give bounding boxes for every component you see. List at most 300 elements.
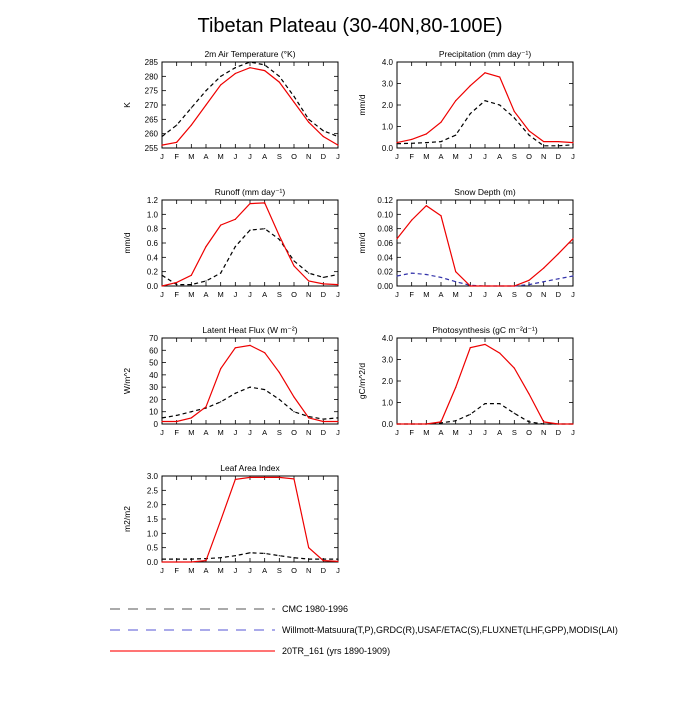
data-point: [220, 557, 221, 558]
panel-7: [122, 463, 340, 575]
data-point: [220, 401, 221, 402]
data-point: [220, 368, 221, 369]
x-tick-label: J: [160, 428, 164, 437]
panel-title: Latent Heat Flux (W m⁻²): [202, 325, 298, 335]
x-tick-label: M: [188, 290, 195, 299]
data-point: [323, 277, 324, 278]
data-point: [308, 417, 309, 418]
y-tick-label: 270: [144, 101, 158, 110]
panel-title: Runoff (mm day⁻¹): [214, 187, 286, 197]
data-point: [308, 119, 309, 120]
x-tick-label: M: [423, 152, 430, 161]
data-point: [440, 277, 441, 278]
data-point: [440, 141, 441, 142]
x-tick-label: M: [217, 428, 224, 437]
data-point: [249, 61, 250, 62]
data-point: [337, 136, 338, 137]
x-tick-label: A: [262, 152, 268, 161]
y-tick-label: 0.10: [377, 210, 393, 220]
data-point: [161, 275, 162, 276]
data-point: [279, 239, 280, 240]
x-tick-label: D: [555, 152, 562, 161]
data-point: [499, 285, 500, 286]
y-tick-label: 1.0: [381, 398, 393, 408]
data-point: [572, 423, 573, 424]
data-point: [558, 423, 559, 424]
y-tick-label: 2.0: [146, 500, 158, 510]
x-tick-label: O: [526, 428, 532, 437]
data-point: [235, 246, 236, 247]
x-tick-label: N: [305, 290, 312, 299]
panel-title: Snow Depth (m): [454, 187, 516, 197]
data-point: [264, 202, 265, 203]
data-point: [293, 478, 294, 479]
data-point: [528, 135, 529, 136]
y-tick-label: 2.0: [381, 101, 393, 110]
data-point: [499, 403, 500, 404]
x-tick-label: J: [160, 566, 164, 575]
data-point: [205, 90, 206, 91]
data-point: [337, 274, 338, 275]
data-point: [426, 423, 427, 424]
x-tick-label: F: [174, 290, 179, 299]
series-line-observed: [162, 387, 338, 419]
data-point: [249, 203, 250, 204]
x-tick-label: D: [555, 428, 562, 437]
x-tick-label: J: [233, 566, 238, 575]
x-tick-label: J: [395, 152, 399, 161]
data-point: [558, 253, 559, 254]
data-point: [337, 417, 338, 418]
data-point: [558, 278, 559, 279]
data-point: [337, 559, 338, 560]
data-point: [572, 144, 573, 145]
data-point: [264, 389, 265, 390]
x-tick-label: N: [305, 566, 312, 575]
data-point: [235, 347, 236, 348]
data-point: [249, 477, 250, 478]
data-point: [176, 559, 177, 560]
x-tick-label: M: [188, 152, 195, 161]
data-point: [205, 246, 206, 247]
x-tick-label: S: [276, 566, 282, 575]
y-tick-label: 0.06: [377, 239, 393, 248]
data-point: [484, 285, 485, 286]
x-tick-label: O: [291, 152, 297, 161]
data-point: [176, 421, 177, 422]
data-point: [191, 275, 192, 276]
data-point: [323, 136, 324, 137]
x-tick-label: J: [571, 290, 575, 299]
data-point: [161, 145, 162, 146]
data-point: [279, 477, 280, 478]
y-tick-label: 1.5: [146, 515, 158, 524]
data-point: [426, 274, 427, 275]
data-point: [514, 285, 515, 286]
data-point: [528, 130, 529, 131]
data-point: [499, 352, 500, 353]
data-point: [264, 553, 265, 554]
data-point: [455, 100, 456, 101]
x-tick-label: J: [336, 428, 340, 437]
data-point: [396, 142, 397, 143]
data-point: [279, 555, 280, 556]
data-point: [572, 238, 573, 239]
data-point: [191, 284, 192, 285]
y-tick-label: 1.0: [381, 122, 393, 132]
data-point: [279, 399, 280, 400]
data-point: [293, 557, 294, 558]
x-tick-label: J: [160, 152, 164, 161]
data-point: [543, 281, 544, 282]
x-tick-label: A: [203, 290, 209, 299]
data-point: [235, 73, 236, 74]
data-point: [235, 393, 236, 394]
plot-frame: [397, 338, 573, 424]
y-axis-label: mm/d: [357, 232, 367, 254]
data-point: [396, 423, 397, 424]
y-tick-label: 4.0: [381, 58, 393, 67]
data-point: [205, 104, 206, 105]
data-point: [161, 285, 162, 286]
data-point: [337, 561, 338, 562]
y-axis-label: gC/m^2/d: [357, 362, 367, 400]
x-tick-label: N: [540, 290, 547, 299]
x-tick-label: F: [409, 152, 414, 161]
series-line-observed: [397, 101, 573, 146]
x-tick-label: S: [511, 152, 517, 161]
data-point: [411, 423, 412, 424]
data-point: [455, 420, 456, 421]
data-point: [176, 142, 177, 143]
y-tick-label: 0.00: [377, 282, 393, 291]
x-tick-label: F: [409, 290, 414, 299]
panel-title: Photosynthesis (gC m⁻²d⁻¹): [432, 325, 538, 335]
data-point: [337, 284, 338, 285]
data-point: [484, 72, 485, 73]
y-tick-label: 0.0: [146, 282, 158, 291]
data-point: [543, 145, 544, 146]
data-point: [161, 561, 162, 562]
data-point: [264, 228, 265, 229]
data-point: [411, 219, 412, 220]
series-line-model: [397, 73, 573, 143]
y-tick-label: 0.08: [377, 224, 393, 234]
panel-title: 2m Air Temperature (°K): [204, 49, 296, 59]
data-point: [470, 414, 471, 415]
data-point: [191, 559, 192, 560]
data-point: [455, 135, 456, 136]
data-point: [337, 421, 338, 422]
x-tick-label: M: [217, 152, 224, 161]
data-point: [220, 224, 221, 225]
y-tick-label: 60: [149, 346, 158, 356]
data-point: [205, 560, 206, 561]
data-point: [514, 368, 515, 369]
x-tick-label: A: [497, 152, 503, 161]
data-point: [279, 372, 280, 373]
data-point: [572, 142, 573, 143]
x-tick-label: S: [511, 428, 517, 437]
data-point: [455, 387, 456, 388]
panel-3: [122, 187, 340, 299]
data-point: [220, 520, 221, 521]
x-tick-label: A: [262, 566, 268, 575]
data-point: [528, 284, 529, 285]
data-point: [249, 552, 250, 553]
panel-5: [122, 325, 340, 437]
x-tick-label: J: [336, 290, 340, 299]
data-point: [191, 107, 192, 108]
data-point: [176, 282, 177, 283]
plot-frame: [397, 200, 573, 286]
data-point: [455, 281, 456, 282]
y-tick-label: 0.4: [146, 253, 158, 263]
data-point: [279, 76, 280, 77]
x-tick-label: A: [497, 428, 503, 437]
series-line-model: [397, 344, 573, 424]
data-point: [235, 555, 236, 556]
x-tick-label: A: [262, 428, 268, 437]
x-tick-label: S: [276, 152, 282, 161]
data-point: [293, 96, 294, 97]
x-tick-label: A: [497, 290, 503, 299]
x-tick-label: J: [395, 428, 399, 437]
x-tick-label: J: [468, 428, 473, 437]
data-point: [176, 284, 177, 285]
data-point: [176, 561, 177, 562]
y-tick-label: 0.0: [381, 144, 393, 153]
data-point: [235, 219, 236, 220]
data-point: [220, 76, 221, 77]
data-point: [293, 265, 294, 266]
data-point: [499, 76, 500, 77]
y-axis-label: K: [122, 102, 132, 108]
data-point: [293, 396, 294, 397]
data-point: [161, 136, 162, 137]
y-tick-label: 0.2: [146, 267, 158, 277]
x-tick-label: J: [248, 290, 252, 299]
x-tick-label: O: [291, 566, 297, 575]
x-tick-label: N: [540, 152, 547, 161]
x-tick-label: N: [540, 428, 547, 437]
y-tick-label: 0.0: [146, 558, 158, 567]
x-tick-label: A: [438, 152, 444, 161]
y-tick-label: 4.0: [381, 334, 393, 343]
page-title: Tibetan Plateau (30-40N,80-100E): [197, 15, 503, 37]
data-point: [264, 70, 265, 71]
x-tick-label: D: [320, 566, 327, 575]
plot-frame: [162, 338, 338, 424]
data-point: [528, 421, 529, 422]
y-tick-label: 1.0: [146, 210, 158, 220]
data-point: [411, 143, 412, 144]
y-axis-label: mm/d: [122, 232, 132, 254]
data-point: [308, 280, 309, 281]
x-tick-label: J: [571, 152, 575, 161]
panel-6: [357, 325, 575, 437]
y-tick-label: 1.2: [146, 196, 158, 205]
y-tick-label: 3.0: [381, 79, 393, 89]
data-point: [205, 280, 206, 281]
x-tick-label: M: [452, 428, 459, 437]
x-tick-label: J: [233, 290, 238, 299]
x-tick-label: O: [291, 290, 297, 299]
panel-2: [357, 49, 575, 161]
data-point: [249, 387, 250, 388]
y-tick-label: 30: [149, 383, 158, 393]
data-point: [191, 124, 192, 125]
data-point: [308, 122, 309, 123]
data-point: [426, 133, 427, 134]
data-point: [323, 421, 324, 422]
x-tick-label: O: [526, 290, 532, 299]
y-tick-label: 40: [149, 370, 158, 380]
x-tick-label: S: [511, 290, 517, 299]
y-tick-label: 265: [144, 115, 158, 125]
data-point: [279, 235, 280, 236]
x-tick-label: M: [423, 290, 430, 299]
data-point: [572, 275, 573, 276]
series-line-model: [162, 68, 338, 145]
x-tick-label: N: [305, 428, 312, 437]
legend-label-2: Willmott-Matsuura(T,P),GRDC(R),USAF/ETAC(S),FLUXNET(LHF,GPP),MODIS(LAI): [282, 625, 618, 635]
y-tick-label: 50: [149, 358, 158, 368]
data-point: [293, 411, 294, 412]
data-point: [528, 280, 529, 281]
y-tick-label: 3.0: [146, 472, 158, 481]
data-point: [293, 260, 294, 261]
x-tick-label: M: [452, 290, 459, 299]
x-tick-label: A: [438, 428, 444, 437]
data-point: [323, 418, 324, 419]
data-point: [455, 271, 456, 272]
y-tick-label: 285: [144, 58, 158, 67]
y-tick-label: 0.02: [377, 267, 393, 277]
data-point: [264, 477, 265, 478]
x-tick-label: S: [276, 290, 282, 299]
y-tick-label: 2.5: [146, 486, 158, 496]
data-point: [440, 122, 441, 123]
x-tick-label: J: [483, 428, 487, 437]
y-tick-label: 0.12: [377, 196, 393, 205]
y-axis-label: m2/m2: [122, 506, 132, 532]
data-point: [264, 64, 265, 65]
y-tick-label: 20: [149, 395, 158, 405]
y-tick-label: 0: [153, 420, 158, 429]
data-point: [235, 479, 236, 480]
series-line-model: [397, 206, 573, 286]
x-tick-label: J: [233, 152, 238, 161]
data-point: [470, 85, 471, 86]
data-point: [205, 406, 206, 407]
panel-title: Precipitation (mm day⁻¹): [438, 49, 532, 59]
legend: [110, 604, 618, 656]
plot-frame: [162, 200, 338, 286]
data-point: [249, 345, 250, 346]
x-tick-label: J: [248, 152, 252, 161]
data-point: [411, 139, 412, 140]
y-tick-label: 255: [144, 144, 158, 153]
data-point: [558, 141, 559, 142]
y-tick-label: 70: [149, 334, 158, 343]
x-tick-label: D: [320, 428, 327, 437]
data-point: [396, 275, 397, 276]
data-point: [440, 215, 441, 216]
plot-frame: [162, 62, 338, 148]
x-tick-label: O: [291, 428, 297, 437]
data-point: [323, 560, 324, 561]
data-point: [161, 417, 162, 418]
y-tick-label: 1.0: [146, 529, 158, 539]
y-tick-label: 0.5: [146, 543, 158, 553]
x-tick-label: J: [483, 290, 487, 299]
y-tick-label: 3.0: [381, 355, 393, 365]
data-point: [440, 421, 441, 422]
data-point: [558, 145, 559, 146]
data-point: [543, 141, 544, 142]
x-tick-label: J: [483, 152, 487, 161]
data-point: [484, 344, 485, 345]
x-tick-label: J: [571, 428, 575, 437]
y-tick-label: 280: [144, 72, 158, 82]
x-tick-label: M: [452, 152, 459, 161]
data-point: [426, 142, 427, 143]
data-point: [249, 230, 250, 231]
data-point: [191, 417, 192, 418]
x-tick-label: J: [395, 290, 399, 299]
data-point: [426, 205, 427, 206]
x-tick-label: J: [336, 152, 340, 161]
x-tick-label: S: [276, 428, 282, 437]
data-point: [264, 352, 265, 353]
data-point: [176, 415, 177, 416]
x-tick-label: F: [174, 428, 179, 437]
series-line-model: [162, 345, 338, 421]
y-tick-label: 10: [149, 407, 158, 417]
data-point: [543, 421, 544, 422]
x-tick-label: M: [188, 566, 195, 575]
y-tick-label: 0.04: [377, 253, 393, 263]
x-tick-label: D: [555, 290, 562, 299]
data-point: [161, 559, 162, 560]
plot-frame: [162, 476, 338, 562]
data-point: [514, 413, 515, 414]
x-tick-label: J: [160, 290, 164, 299]
x-tick-label: A: [203, 152, 209, 161]
data-point: [337, 145, 338, 146]
x-tick-label: N: [305, 152, 312, 161]
data-point: [220, 84, 221, 85]
y-tick-label: 0.8: [146, 224, 158, 234]
data-point: [499, 104, 500, 105]
panel-title: Leaf Area Index: [220, 463, 280, 473]
data-point: [161, 421, 162, 422]
data-point: [470, 113, 471, 114]
data-point: [279, 81, 280, 82]
data-point: [308, 559, 309, 560]
data-point: [176, 124, 177, 125]
data-point: [220, 273, 221, 274]
x-tick-label: A: [262, 290, 268, 299]
data-point: [470, 347, 471, 348]
data-point: [484, 100, 485, 101]
data-point: [396, 238, 397, 239]
x-tick-label: J: [468, 290, 473, 299]
panels: [122, 49, 575, 575]
data-point: [470, 285, 471, 286]
x-tick-label: J: [248, 428, 252, 437]
